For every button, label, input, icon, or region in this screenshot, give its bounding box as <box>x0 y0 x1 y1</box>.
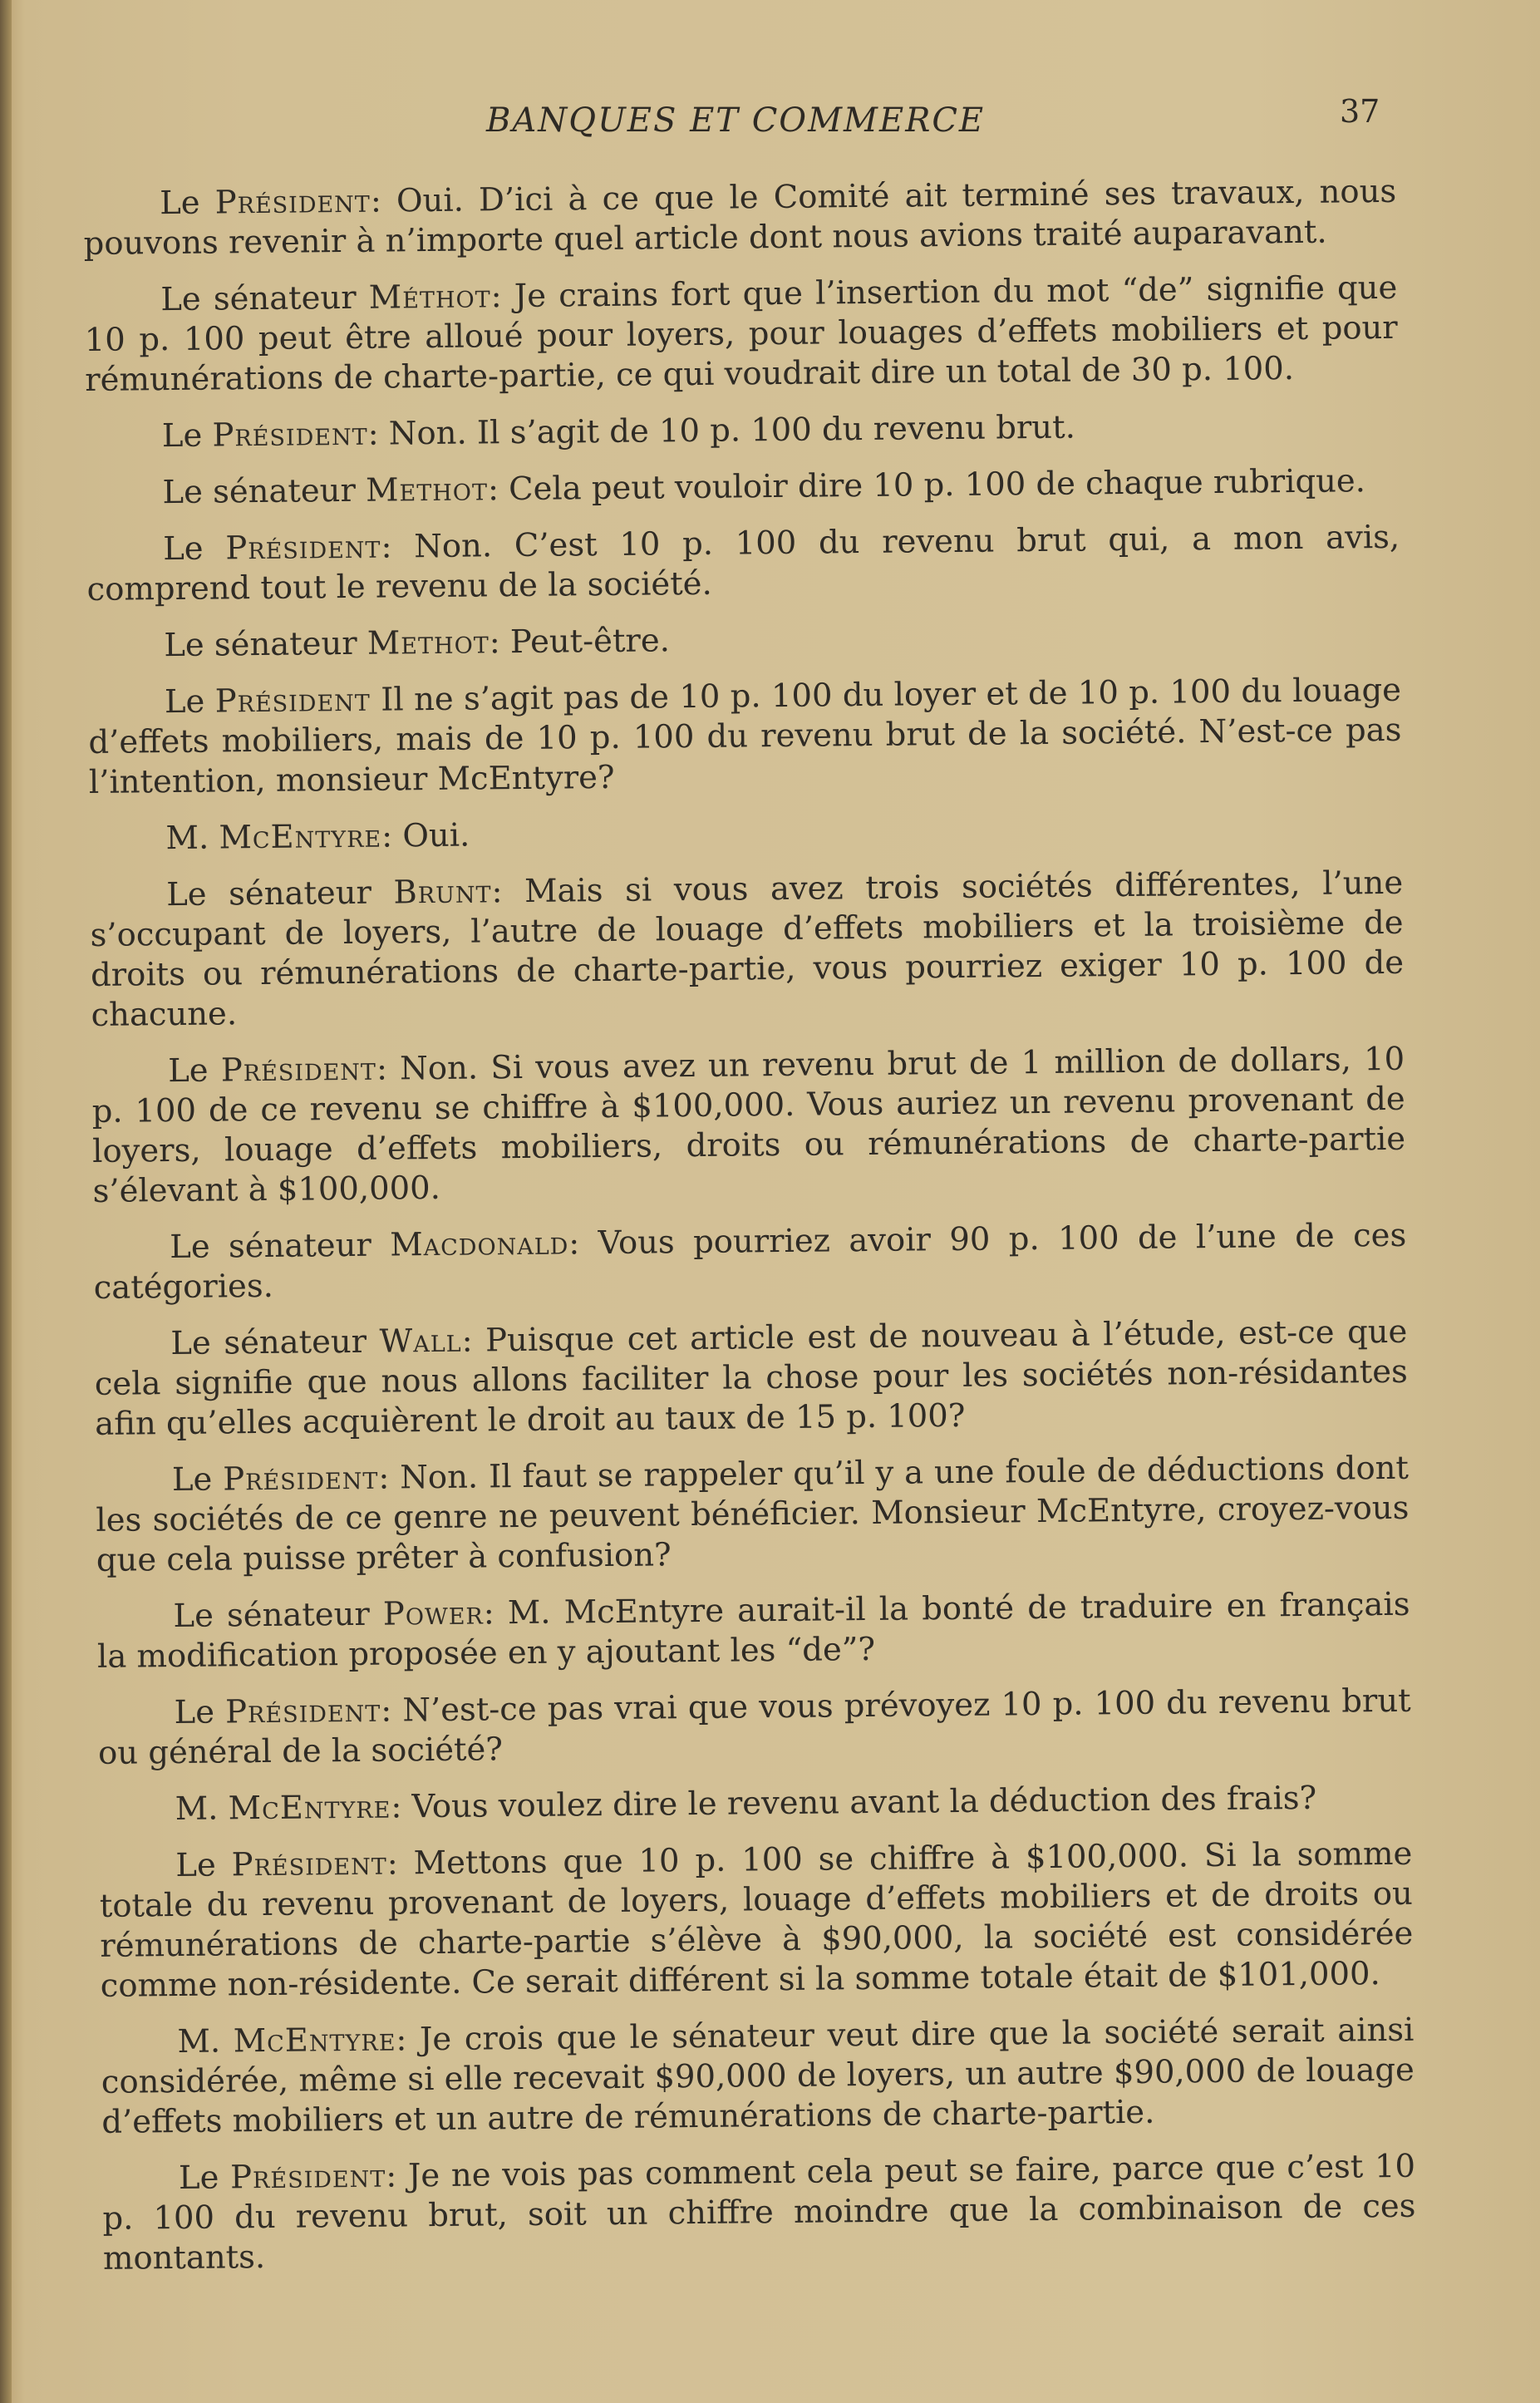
paragraph <box>90 864 1405 1036</box>
paragraph <box>88 671 1402 803</box>
speaker-title: Le sénateur <box>165 874 394 914</box>
paragraph <box>97 1682 1411 1774</box>
speaker-title: Le <box>160 184 215 223</box>
speaker-name: Président <box>214 681 371 721</box>
speaker-title: Le <box>178 2159 231 2198</box>
paragraph-text: : Oui. D’ici à ce que le Comité ait terminé ses travaux, nous pouvons revenir à n’importe quel article dont nous avions traité auparavant. <box>83 172 1397 263</box>
paragraph <box>102 2147 1416 2279</box>
page-number: 37 <box>1340 93 1380 130</box>
paragraph-text: : Cela peut vouloir dire 10 p. 100 de chaque rubrique. <box>487 462 1366 509</box>
speaker-name: Président <box>224 1691 381 1731</box>
speaker-name: McEntyre <box>228 1788 391 1828</box>
paragraph-text: : Je crois que le sénateur veut dire que la société serait ainsi considérée, même si elle recevait $90,000 de loyers, un autre $90,000 de louage d’effets mobiliers et un autre de rémunérations de charte-partie. <box>101 2011 1415 2141</box>
paragraph <box>96 1585 1410 1677</box>
speaker-title: Le sénateur <box>170 1226 391 1267</box>
paragraph-text: : Non. C’est 10 p. 100 du revenu brut qui, a mon avis, comprend tout le revenu de la société. <box>86 518 1400 608</box>
speaker-name: Brunt <box>393 873 492 912</box>
speaker-title: Le sénateur <box>160 278 370 319</box>
paragraph-text: : Non. Il s’agit de 10 p. 100 du revenu brut. <box>367 408 1076 453</box>
paragraph-text: : Non. Il faut se rappeler qu’il y a une foule de déductions dont les sociétés de ce genre ne peuvent bénéficier. Monsieur McEntyre, croyez-vous que cela puisse prêter à confusion? <box>96 1449 1410 1579</box>
speaker-title: Le <box>168 1051 222 1091</box>
paragraph-text: : Puisque cet article est de nouveau à l’étude, est-ce que cela signifie que nous allons faciliter la chose pour les sociétés non-résidantes afin qu’elles acquièrent le droit au taux de 15 p. 100? <box>94 1312 1408 1443</box>
paragraph-text: : Je ne vois pas comment cela peut se faire, parce que c’est 10 p. 100 du revenu brut, soit un chiffre moindre que la combinaison de ces montants. <box>102 2147 1416 2277</box>
paragraph <box>91 1040 1406 1212</box>
paragraph <box>101 2011 1415 2143</box>
paragraph <box>83 172 1397 264</box>
speaker-name: Méthot <box>368 278 491 317</box>
speaker-name: Président <box>220 1050 377 1090</box>
speaker-name: Président <box>223 1459 379 1499</box>
paragraph-text: : N’est-ce pas vrai que vous prévoyez 10 p. 100 du revenu brut ou général de la société? <box>97 1682 1411 1772</box>
speaker-title: M. <box>165 819 219 858</box>
paragraph <box>86 518 1400 610</box>
paragraph <box>94 1312 1408 1445</box>
paragraph-text: : Peut-être. <box>489 622 671 662</box>
paragraph-text: Il ne s’agit pas de 10 p. 100 du loyer et de 10 p. 100 du louage d’effets mobiliers, mais de 10 p. 100 du revenu brut de la société. N’est-ce pas l’intention, monsieur McEntyre? <box>88 671 1402 801</box>
speaker-title: Le sénateur <box>164 624 368 665</box>
speaker-title: Le <box>171 1460 224 1499</box>
speaker-name: Président <box>212 415 368 455</box>
paragraph <box>96 1449 1410 1581</box>
paragraph-text: : Vous pourriez avoir 90 p. 100 de l’une de ces catégories. <box>93 1216 1407 1307</box>
speaker-title: M. <box>175 1790 229 1829</box>
paragraph <box>86 461 1399 514</box>
speaker-title: Le <box>161 416 213 455</box>
running-head: BANQUES ET COMMERCE <box>486 101 986 140</box>
speaker-name: Président <box>225 528 381 568</box>
speaker-name: Methot <box>367 623 490 662</box>
transcript-body <box>83 172 1416 2296</box>
paragraph <box>86 405 1399 457</box>
paragraph <box>99 1778 1412 1830</box>
book-spine-edge <box>0 0 12 2403</box>
speaker-name: Président <box>229 2157 386 2197</box>
paragraph-text: : Mettons que 10 p. 100 se chiffre à $100,000. Si la somme totale du revenu provenant de loyers, louage d’effets mobiliers et de droits ou rémunérations de charte-partie s’élève à $90,000, la société est considérée comme non-résidente. Ce serait différent si la somme totale était de $101,000. <box>99 1834 1414 2005</box>
paragraph-text: : Mais si vous avez trois sociétés différentes, l’une s’occupant de loyers, l’autre de louage d’effets mobiliers et la troisième de droits ou rémunérations de charte-partie, vous pourriez exiger 10 p. 100 de chacune. <box>90 864 1405 1034</box>
speaker-title: Le <box>164 682 215 721</box>
speaker-name: Président <box>214 182 371 222</box>
paragraph <box>93 1216 1407 1308</box>
speaker-title: M. <box>177 2022 234 2061</box>
speaker-name: Power <box>382 1594 484 1633</box>
paragraph-text: : Oui. <box>381 816 470 855</box>
paragraph-text: : Vous voulez dire le revenu avant la déduction des frais? <box>391 1779 1317 1826</box>
speaker-name: McEntyre <box>233 2021 396 2061</box>
paragraph <box>99 1834 1414 2007</box>
speaker-name: Methot <box>365 470 489 510</box>
paragraph-text: : Non. Si vous avez un revenu brut de 1 million de dollars, 10 p. 100 de ce revenu se chiffre à $100,000. Vous auriez un revenu provenant de loyers, louage d’effets mobiliers, droits ou rémunérations de charte-partie s’élevant à $100,000. <box>91 1040 1406 1210</box>
paragraph <box>84 268 1398 401</box>
speaker-title: Le sénateur <box>173 1595 384 1636</box>
speaker-name: Macdonald <box>390 1224 569 1264</box>
speaker-title: Le sénateur <box>170 1322 380 1363</box>
speaker-name: Président <box>231 1844 387 1884</box>
paragraph-text: : M. McEntyre aurait-il la bonté de traduire en français la modification proposée en y ajoutant les “de”? <box>96 1585 1410 1676</box>
speaker-title: Le <box>174 1693 226 1732</box>
page-header <box>0 93 1540 143</box>
speaker-name: Wall <box>379 1322 462 1361</box>
paragraph <box>89 807 1402 859</box>
speaker-title: Le <box>162 529 226 569</box>
paragraph-text: : Je crains fort que l’insertion du mot “de” signifie que 10 p. 100 peut être alloué pour loyers, pour louages d’effets mobiliers et pour rémunérations de charte-partie, ce qui voudrait dire un total de 30 p. 100. <box>84 268 1398 399</box>
paragraph <box>87 614 1400 667</box>
speaker-title: Le <box>175 1846 232 1885</box>
speaker-name: McEntyre <box>219 817 382 857</box>
speaker-title: Le sénateur <box>162 471 367 512</box>
